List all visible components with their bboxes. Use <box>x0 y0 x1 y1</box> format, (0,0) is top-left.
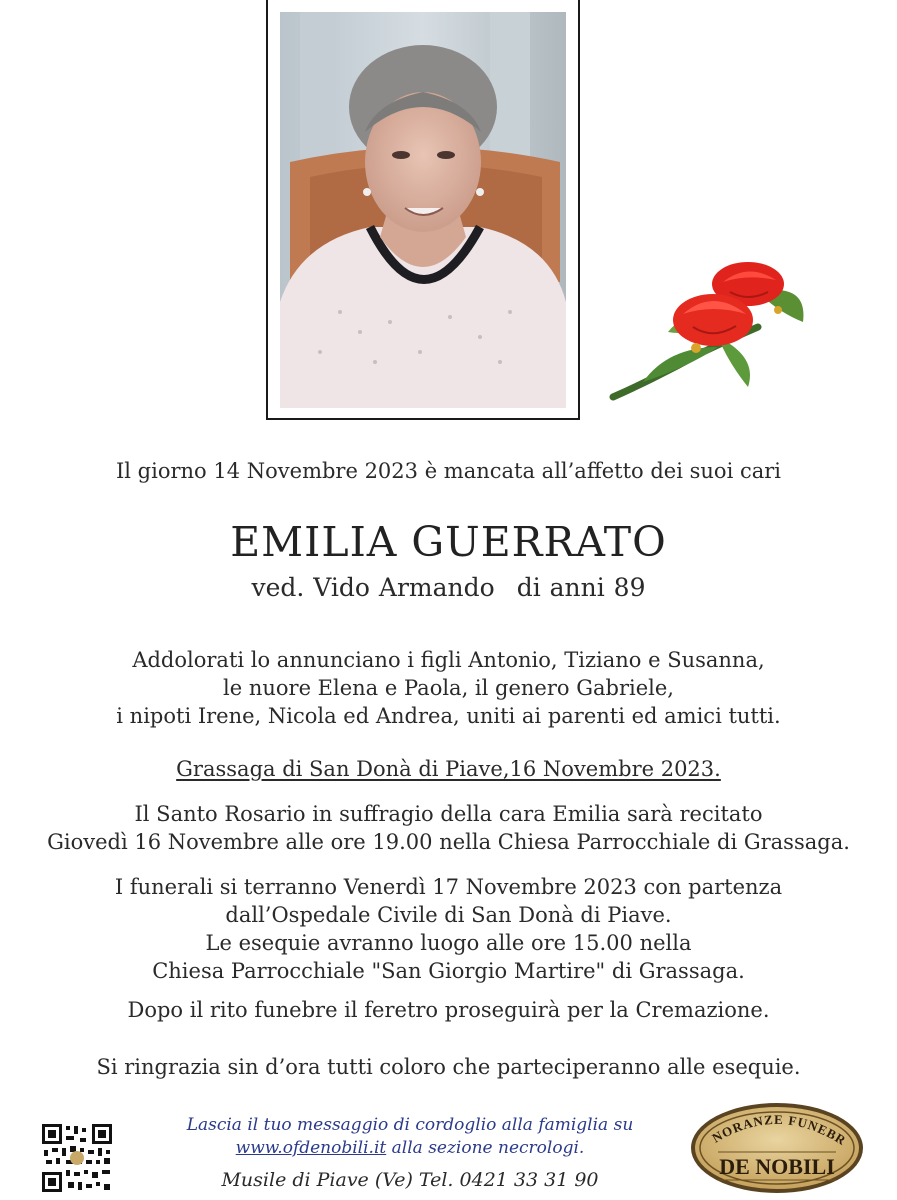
mourners-line: Addolorati lo annunciano i figli Antonio, Tiziano e Susanna, <box>132 648 765 672</box>
portrait-photo <box>280 12 566 408</box>
condolence-line-1: Lascia il tuo messaggio di cordoglio alla famiglia su <box>186 1115 634 1135</box>
death-announcement-intro: Il giorno 14 Novembre 2023 è mancata all’affetto dei suoi cari <box>116 459 781 483</box>
necrology-section-text: alla sezione necrologi. <box>391 1138 585 1158</box>
mourners-line: i nipoti Irene, Nicola ed Andrea, uniti ai parenti ed amici tutti. <box>116 704 781 728</box>
mourners-paragraph <box>0 646 897 730</box>
cremation-note: Dopo il rito funebre il feretro proseguirà per la Cremazione. <box>127 998 770 1022</box>
red-rose-image <box>608 252 808 402</box>
place-date: Grassaga di San Donà di Piave,16 Novembre 2023. <box>176 757 721 781</box>
qr-code[interactable] <box>40 1122 114 1194</box>
condolence-line-2 <box>180 1137 640 1160</box>
widow-of: ved. Vido Armando <box>251 573 495 602</box>
funeral-home-logo <box>688 1100 866 1196</box>
logo-top-text: NORANZE FUNEBR <box>709 1111 850 1149</box>
logo-main-text: DE NOBILI <box>719 1154 835 1179</box>
deceased-subtitle <box>0 573 897 602</box>
rosary-paragraph <box>0 800 897 856</box>
funeral-paragraph <box>0 873 897 985</box>
funeral-line: dall’Ospedale Civile di San Donà di Piave. <box>225 903 672 927</box>
funeral-line: Le esequie avranno luogo alle ore 15.00 nella <box>205 931 692 955</box>
deceased-name: EMILIA GUERRATO <box>230 518 667 566</box>
condolence-message <box>180 1114 640 1160</box>
age: di anni 89 <box>516 573 646 602</box>
mourners-line: le nuore Elena e Paola, il genero Gabriele, <box>223 676 674 700</box>
portrait-frame <box>266 0 580 420</box>
rosary-line: Il Santo Rosario in suffragio della cara Emilia sarà recitato <box>134 802 763 826</box>
thanks-note: Si ringrazia sin d’ora tutti coloro che parteciperanno alle esequie. <box>96 1055 801 1079</box>
rosary-line: Giovedì 16 Novembre alle ore 19.00 nella Chiesa Parrocchiale di Grassaga. <box>47 830 850 854</box>
website-link[interactable]: www.ofdenobili.it <box>235 1138 387 1158</box>
funeral-home-contact: Musile di Piave (Ve) Tel. 0421 33 31 90 <box>221 1169 599 1191</box>
funeral-line: I funerali si terranno Venerdì 17 Novembre 2023 con partenza <box>114 875 783 899</box>
funeral-line: Chiesa Parrocchiale "San Giorgio Martire" di Grassaga. <box>152 959 745 983</box>
